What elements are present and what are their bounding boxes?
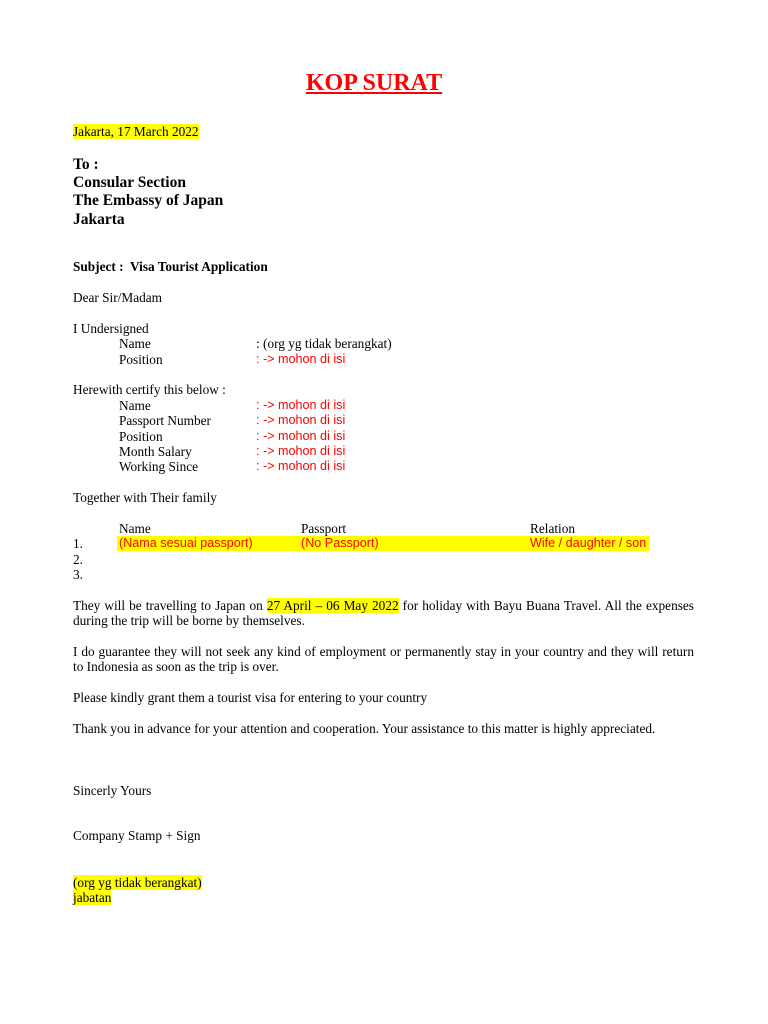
letter-date: Jakarta, 17 March 2022 bbox=[73, 124, 199, 139]
salutation: Dear Sir/Madam bbox=[73, 290, 162, 305]
certify-value: : -> mohon di isi bbox=[256, 444, 346, 458]
travel-text: They will be travelling to Japan on bbox=[73, 598, 267, 613]
sign-off: Sincerly Yours bbox=[73, 783, 152, 798]
subject-label: Subject : bbox=[73, 259, 124, 274]
undersigned-heading: I Undersigned bbox=[73, 321, 149, 336]
family-row-number: 2. bbox=[73, 552, 83, 567]
subject-text: Visa Tourist Application bbox=[130, 259, 268, 274]
certify-label: Position bbox=[119, 429, 163, 444]
certify-value: : -> mohon di isi bbox=[256, 398, 346, 412]
travel-paragraph bbox=[73, 598, 694, 629]
certify-label: Month Salary bbox=[119, 444, 192, 459]
guarantee-paragraph: I do guarantee they will not seek any kind of employment or permanently stay in your country and they will return to Indonesia as soon as the trip is over. bbox=[73, 644, 694, 675]
family-column-header: Name bbox=[119, 521, 151, 536]
recipient-line: The Embassy of Japan bbox=[73, 192, 224, 210]
signer-title: jabatan bbox=[73, 890, 112, 905]
undersigned-label: Position bbox=[119, 352, 163, 367]
family-column-header: Relation bbox=[530, 521, 576, 536]
recipient-block bbox=[73, 156, 223, 229]
certify-value: : -> mohon di isi bbox=[256, 413, 346, 427]
request-paragraph: Please kindly grant them a tourist visa for entering to your country bbox=[73, 690, 428, 705]
letterhead-title: KOP SURAT bbox=[305, 70, 443, 96]
certify-label: Working Since bbox=[119, 459, 199, 474]
undersigned-value: : -> mohon di isi bbox=[256, 352, 346, 366]
certify-value: : -> mohon di isi bbox=[256, 459, 346, 473]
undersigned-value: : (org yg tidak berangkat) bbox=[256, 336, 392, 351]
certify-label: Name bbox=[119, 398, 151, 413]
family-member-name: (Nama sesuai passport) bbox=[119, 536, 253, 550]
undersigned-label: Name bbox=[119, 336, 151, 351]
recipient-line: Consular Section bbox=[73, 174, 186, 192]
stamp-sign-label: Company Stamp + Sign bbox=[73, 828, 201, 843]
travel-dates: 27 April – 06 May 2022 bbox=[266, 598, 399, 613]
recipient-to: To : bbox=[73, 156, 99, 173]
family-heading: Together with Their family bbox=[73, 490, 217, 505]
signer-name: (org yg tidak berangkat) bbox=[73, 875, 202, 890]
family-member-passport: (No Passport) bbox=[301, 536, 379, 550]
certify-label: Passport Number bbox=[119, 413, 211, 428]
subject-line bbox=[73, 259, 268, 274]
certify-value: : -> mohon di isi bbox=[256, 429, 346, 443]
certify-heading: Herewith certify this below : bbox=[73, 382, 226, 397]
travel-text: for holiday with Bayu Buana Travel. All the expenses during the trip will be borne by themselves. bbox=[73, 598, 694, 629]
family-member-relation: Wife / daughter / son bbox=[530, 536, 647, 550]
family-row-number: 1. bbox=[73, 536, 83, 551]
recipient-line: Jakarta bbox=[73, 210, 125, 228]
thanks-paragraph: Thank you in advance for your attention and cooperation. Your assistance to this matter is highly appreciated. bbox=[73, 721, 656, 736]
family-column-header: Passport bbox=[301, 521, 347, 536]
family-row-number: 3. bbox=[73, 567, 83, 582]
